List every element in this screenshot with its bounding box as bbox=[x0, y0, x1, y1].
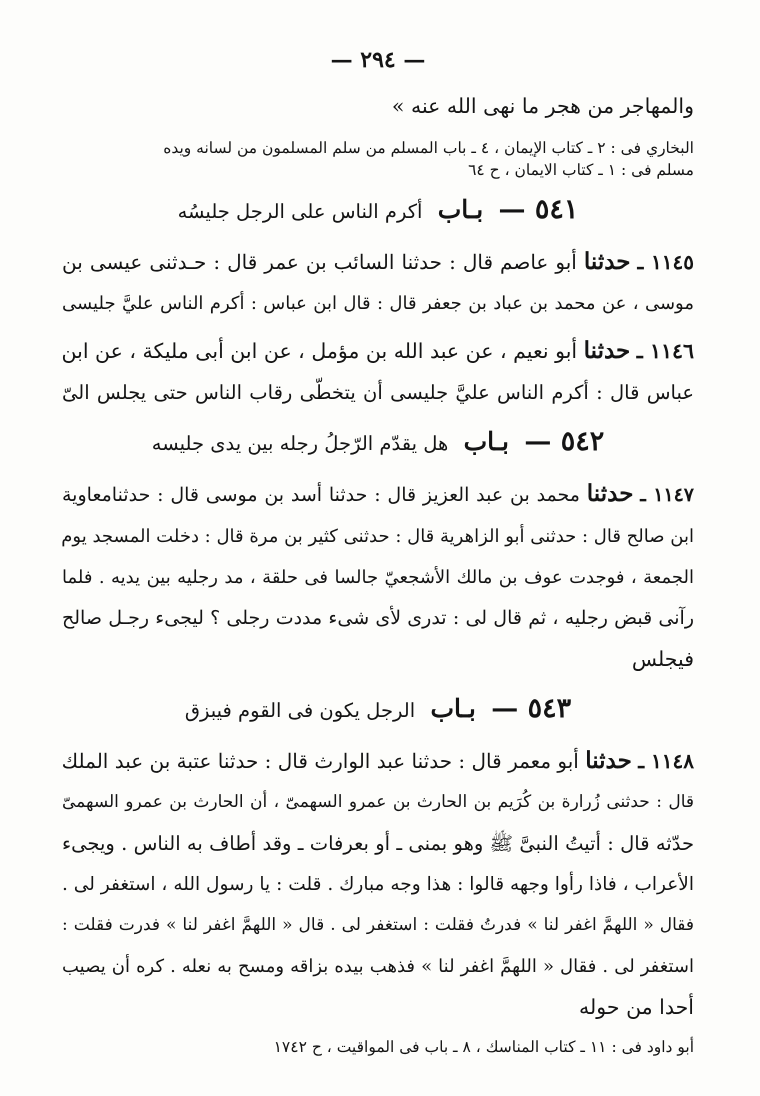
source-citation: مسلم فى : ١ ـ كتاب الايمان ، ح ٦٤ bbox=[468, 161, 694, 179]
hadith-1148-line-7: أحدا من حوله bbox=[579, 995, 694, 1019]
hadith-1147-line-2: ابن صالح قال : حدثنى أبو الزاهرية قال : حدثنى كثير بن مرة قال : دخلت المسجد يوم bbox=[61, 526, 694, 547]
haddathana-word: حدثنا bbox=[583, 248, 631, 275]
chapter-heading-543 bbox=[62, 684, 694, 736]
hadith-text: أبو نعيم ، عن عبد الله بن مؤمل ، عن ابن أبى مليكة ، عن ابن bbox=[61, 339, 578, 363]
chapter-bab-word: بـاب bbox=[430, 694, 476, 723]
hadith-1146-line-1 bbox=[62, 330, 694, 372]
chapter-number: ٥٤٣ — bbox=[491, 693, 572, 724]
hadith-1148-line-2: قال : حدثنى زُرارة بن كُرَيم بن الحارث بن عمرو السهمىّ ، أن الحارث بن عمرو السهمىّ bbox=[62, 792, 694, 812]
hadith-1147-line-4: رآنى قبض رجليه ، ثم قال لى : تدرى لأى شىء مددت رجلى ؟ ليجىء رجـل صالح bbox=[62, 607, 694, 629]
haddathana-word: حدثنا bbox=[585, 747, 632, 774]
hadith-1148-line-3: حدّثه قال : أتيتُ النبىَّ ﷺ وهو بمنى ـ أو بعرفات ـ وقد أطاف به الناس . ويجىء bbox=[62, 832, 694, 855]
chapter-number: ٥٤٢ — bbox=[524, 426, 605, 457]
chapter-number: ٥٤١ — bbox=[498, 194, 579, 225]
hadith-1146-line-2: عباس قال : أكرم الناس عليَّ جليسى أن يتخطّى رقاب الناس حتى يجلس الىّ bbox=[62, 381, 694, 404]
chapter-bab-word: بـاب bbox=[463, 427, 509, 456]
chapter-heading-542 bbox=[62, 417, 694, 469]
hadith-text: محمد بن عبد العزيز قال : حدثنا أسد بن موسى قال : حدثنامعاوية bbox=[62, 484, 580, 506]
hadith-1147-line-3: الجمعة ، فوجدت عوف بن مالك الأشجعيّ جالسا فى حلقة ، مد رجليه بين يديه . فلما bbox=[62, 567, 694, 588]
hadith-1145-line-1 bbox=[62, 241, 694, 283]
hadith-1147-line-5: فيجلس bbox=[631, 647, 694, 671]
chapter-title: هل يقدّم الرّجلُ رجله بين يدى جليسه bbox=[151, 432, 449, 455]
chapter-heading-541 bbox=[62, 185, 694, 237]
page-number: — ٢٩٤ — bbox=[330, 47, 426, 73]
hadith-1148-line-4: الأعراب ، فاذا رأوا وجهه قالوا : هذا وجه مبارك . قلت : يا رسول الله ، استغفر لى . bbox=[62, 874, 694, 895]
hadith-1147-line-1 bbox=[62, 473, 694, 516]
source-citation: البخاري فى : ٢ ـ كتاب الإيمان ، ٤ ـ باب المسلم من سلم المسلمون من لسانه ويده bbox=[163, 139, 694, 157]
haddathana-word: حدثنا bbox=[586, 480, 634, 507]
hadith-text: أبو معمر قال : حدثنا عبد الوارث قال : حدثنا عتبة بن عبد الملك bbox=[61, 749, 579, 773]
source-citation: أبو داود فى : ١١ ـ كتاب المناسك ، ٨ ـ باب فى المواقيت ، ح ١٧٤٢ bbox=[273, 1038, 694, 1056]
hadith-number: ١١٤٧ ـ bbox=[640, 484, 695, 506]
hadith-number: ١١٤٨ ـ bbox=[638, 749, 694, 773]
haddathana-word: حدثنا bbox=[583, 337, 631, 364]
hadith-text: أبو عاصم قال : حدثنا السائب بن عمر قال : حـدثنى عيسى بن bbox=[62, 250, 577, 274]
chapter-bab-word: بـاب bbox=[437, 195, 484, 224]
book-page bbox=[62, 40, 694, 1058]
hadith-1145-line-2: موسى ، عن محمد بن عباد بن جعفر قال : قال ابن عباس : أكرم الناس عليَّ جليسى bbox=[62, 293, 694, 314]
hadith-number: ١١٤٦ ـ bbox=[636, 339, 694, 363]
intro-text-line: والمهاجر من هجر ما نهى الله عنه » bbox=[391, 94, 694, 118]
hadith-number: ١١٤٥ ـ bbox=[637, 250, 695, 274]
chapter-title: الرجل يكون فى القوم فيبزق bbox=[184, 699, 416, 722]
chapter-title: أكرم الناس على الرجل جليسُه bbox=[177, 200, 423, 223]
hadith-1148-line-1 bbox=[62, 740, 694, 782]
hadith-1148-line-6: استغفر لى . فقال « اللهمَّ اغفر لنا » فذهب بيده بزاقه ومسح به نعله . كره أن يصيب bbox=[62, 956, 694, 977]
hadith-1148-line-5: فقال « اللهمَّ اغفر لنا » فدرتُ فقلت : استغفر لى . قال « اللهمَّ اغفر لنا » فدرت فقلت : bbox=[62, 915, 694, 935]
